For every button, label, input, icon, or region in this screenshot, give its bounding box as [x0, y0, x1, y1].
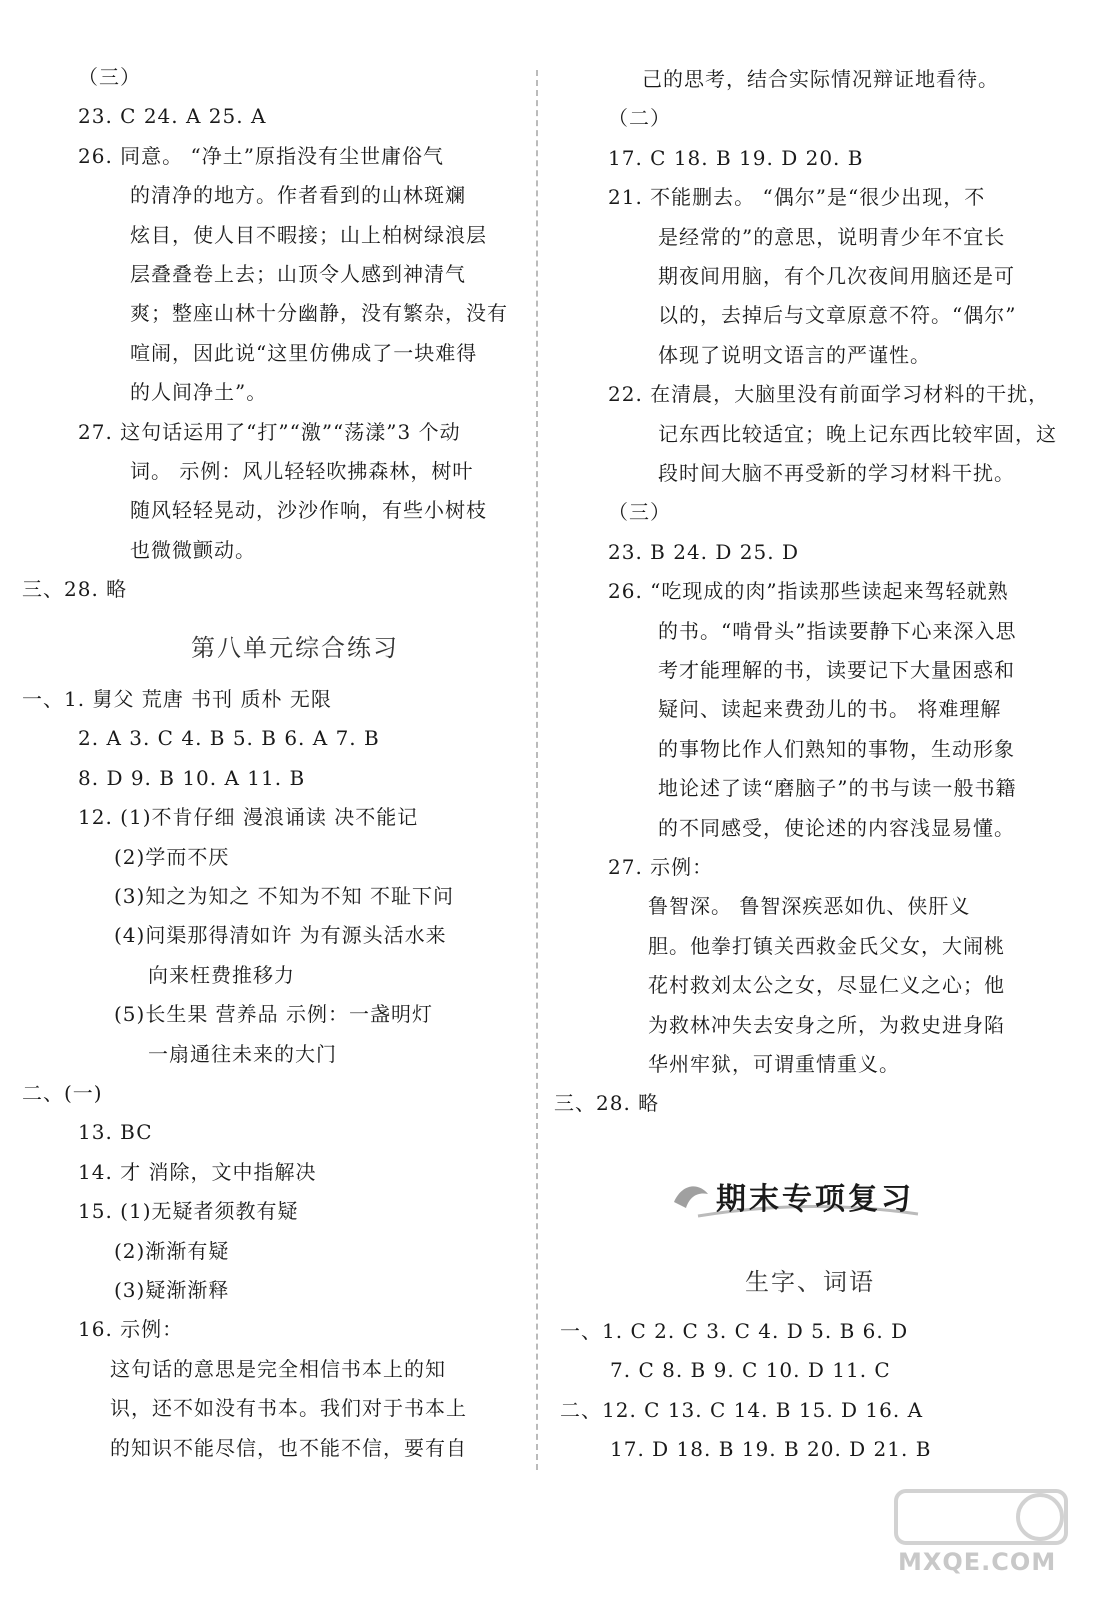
- answer-line: 识，还不如没有书本。我们对于书本上: [110, 1396, 467, 1421]
- answer-line: 胆。他拳打镇关西救金氏父女，大闹桃: [648, 933, 1005, 958]
- answer-line: 词。 示例：风儿轻轻吹拂森林，树叶: [130, 459, 474, 483]
- answer-line: 的不同感受，使论述的内容浅显易懂。: [658, 815, 1015, 840]
- review-banner-title: 期末专项复习: [716, 1182, 914, 1217]
- answer-line: 地论述了读“磨脑子”的书与读一般书籍: [658, 776, 1017, 801]
- answer-line: 一、1. 舅父 荒唐 书刊 质朴 无限: [22, 687, 332, 711]
- column-divider: [536, 70, 538, 1470]
- answer-line: 爽；整座山林十分幽静，没有繁杂，没有: [130, 301, 508, 326]
- answer-line: （三）: [78, 65, 141, 89]
- answer-line: 二、(一): [22, 1081, 103, 1105]
- answer-line: 三、28. 略: [22, 577, 128, 602]
- answer-line: 层叠叠卷上去；山顶令人感到神清气: [130, 262, 466, 286]
- answer-line: 一、1. C 2. C 3. C 4. D 5. B 6. D: [560, 1319, 909, 1343]
- answer-line: 华州牢狱，可谓重情重义。: [648, 1052, 900, 1076]
- answer-line: 鲁智深。 鲁智深疾恶如仇、侠肝义: [648, 894, 971, 919]
- answer-line: 的事物比作人们熟知的事物，生动形象: [658, 736, 1015, 761]
- answer-line: 为救林冲失去安身之所，为救史进身陷: [648, 1012, 1005, 1037]
- answer-line: 8. D 9. B 10. A 11. B: [78, 765, 306, 790]
- answer-line: 己的思考，结合实际情况辩证地看待。: [642, 67, 999, 91]
- answer-line: 的清净的地方。作者看到的山林斑斓: [130, 183, 466, 208]
- answer-line: 17. C 18. B 19. D 20. B: [608, 145, 864, 170]
- answer-line: 的知识不能尽信，也不能不信，要有自: [110, 1435, 467, 1460]
- answer-line: 的人间净土”。: [130, 380, 268, 405]
- answer-line: 疑问、读起来费劲儿的书。 将难理解: [658, 697, 1002, 722]
- answer-line: 26. 同意。 “净土”原指没有尘世庸俗气: [78, 143, 444, 168]
- answer-line: 这句话的意思是完全相信书本上的知: [110, 1356, 446, 1381]
- answer-line: 26. “吃现成的肉”指读那些读起来驾轻就熟: [608, 579, 1009, 604]
- watermark-site: MXQE.COM: [898, 1548, 1057, 1576]
- answer-line: 15. (1)无疑者须教有疑: [78, 1199, 299, 1224]
- answer-line: (5)长生果 营养品 示例：一盏明灯: [114, 1002, 434, 1027]
- answer-line: 13. BC: [78, 1120, 153, 1145]
- answer-line: 也微微颤动。: [130, 537, 256, 562]
- answer-line: 17. D 18. B 19. B 20. D 21. B: [610, 1437, 932, 1462]
- answer-line: （二）: [608, 106, 671, 131]
- answer-line: 23. C 24. A 25. A: [78, 104, 267, 129]
- answer-line: 21. 不能删去。 “偶尔”是“很少出现，不: [608, 185, 986, 210]
- answer-line: 的书。“啃骨头”指读要静下心来深入思: [658, 618, 1017, 643]
- answer-line: 14. 才 消除，文中指解决: [78, 1159, 317, 1184]
- answer-line: （三）: [608, 500, 671, 525]
- answer-line: 2. A 3. C 4. B 5. B 6. A 7. B: [78, 726, 380, 751]
- section-title-characters: 生字、词语: [745, 1268, 875, 1296]
- answer-line: 12. (1)不肯仔细 漫浪诵读 决不能记: [78, 805, 419, 830]
- answer-line: 体现了说明文语言的严谨性。: [658, 342, 931, 367]
- answer-line: 以的，去掉后与文章原意不符。“偶尔”: [658, 303, 1017, 328]
- answer-line: (2)学而不厌: [114, 844, 230, 869]
- answer-line: 炫目，使人目不暇接；山上柏树绿浪层: [130, 222, 487, 247]
- answer-line: 一扇通往未来的大门: [148, 1041, 337, 1066]
- answer-line: (3)疑渐渐释: [114, 1278, 230, 1302]
- answer-line: 向来枉费推移力: [148, 962, 295, 987]
- answer-line: 二、12. C 13. C 14. B 15. D 16. A: [560, 1397, 924, 1422]
- answer-line: 16. 示例：: [78, 1317, 184, 1342]
- answer-line: 23. B 24. D 25. D: [608, 539, 799, 564]
- answer-line: (4)问渠那得清如许 为有源头活水来: [114, 923, 447, 948]
- answer-line: 记东西比较适宜；晚上记东西比较牢固，这: [658, 421, 1057, 446]
- answer-line: 27. 示例：: [608, 855, 714, 879]
- answer-line: 考才能理解的书，读要记下大量困惑和: [658, 658, 1015, 682]
- answer-line: 是经常的”的意思，说明青少年不宜长: [658, 224, 1006, 249]
- answer-line: (2)渐渐有疑: [114, 1238, 230, 1263]
- answer-line: 随风轻轻晃动，沙沙作响，有些小树枝: [130, 498, 487, 523]
- answer-line: 7. C 8. B 9. C 10. D 11. C: [610, 1358, 891, 1383]
- answer-line: 27. 这句话运用了“打”“激”“荡漾”3 个动: [78, 419, 461, 444]
- answer-line: 三、28. 略: [554, 1091, 660, 1116]
- answer-line: 喧闹，因此说“这里仿佛成了一块难得: [130, 340, 478, 365]
- answer-line: 22. 在清晨，大脑里没有前面学习材料的干扰，: [608, 382, 1050, 407]
- answer-line: 花村救刘太公之女，尽显仁义之心；他: [648, 973, 1005, 998]
- answer-line: 期夜间用脑，有个几次夜间用脑还是可: [658, 264, 1015, 288]
- answer-line: 段时间大脑不再受新的学习材料干扰。: [658, 461, 1015, 485]
- answer-line: (3)知之为知之 不知为不知 不耻下问: [114, 884, 455, 908]
- section-title-unit8: 第八单元综合练习: [191, 634, 399, 662]
